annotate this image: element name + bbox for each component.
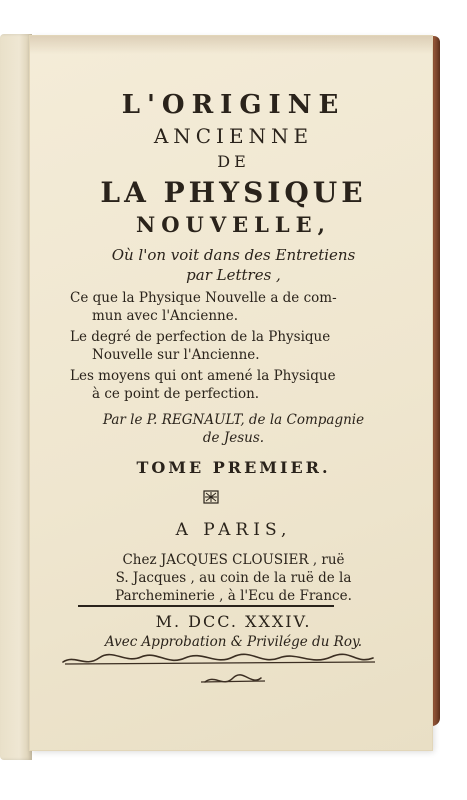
publication-date: M. DCC. XXXIV. — [155, 612, 312, 631]
author-line-1: Par le P. REGNAULT, de la Compagnie — [102, 412, 365, 428]
contents-line-1: Ce que la Physique Nouvelle a de com- — [70, 290, 337, 306]
imprint-line-1: Chez JACQUES CLOUSIER , ruë — [122, 552, 345, 568]
contents-line-4: Nouvelle sur l'Ancienne. — [92, 347, 260, 363]
horizontal-rule — [78, 605, 334, 607]
title-line-2: ANCIENNE — [153, 124, 314, 148]
title-line-1: L'ORIGINE — [121, 90, 346, 120]
title-line-3: DE — [217, 152, 250, 171]
author-line-2: de Jesus. — [202, 430, 265, 446]
handwritten-inscription — [55, 648, 385, 693]
approbation-line: Avec Approbation & Privilége du Roy. — [104, 634, 363, 650]
subtitle-line-1: Où l'on voit dans des Entretiens — [111, 246, 356, 264]
subtitle-line-2: par Lettres , — [186, 266, 281, 284]
title-line-4: LA PHYSIQUE — [100, 176, 367, 209]
contents-line-3: Le degré de perfection de la Physique — [70, 329, 331, 345]
printer-ornament-icon — [203, 490, 219, 504]
imprint-line-3: Parcheminerie , à l'Ecu de France. — [115, 588, 352, 604]
contents-line-5: Les moyens qui ont amené la Physique — [70, 368, 336, 384]
imprint-city: A PARIS, — [175, 520, 292, 540]
volume-label: TOME PREMIER. — [136, 458, 331, 477]
contents-line-6: à ce point de perfection. — [92, 386, 260, 402]
contents-line-2: mun avec l'Ancienne. — [92, 308, 239, 324]
title-line-5: NOUVELLE, — [136, 212, 331, 237]
imprint-line-2: S. Jacques , au coin de la ruë de la — [115, 570, 352, 586]
